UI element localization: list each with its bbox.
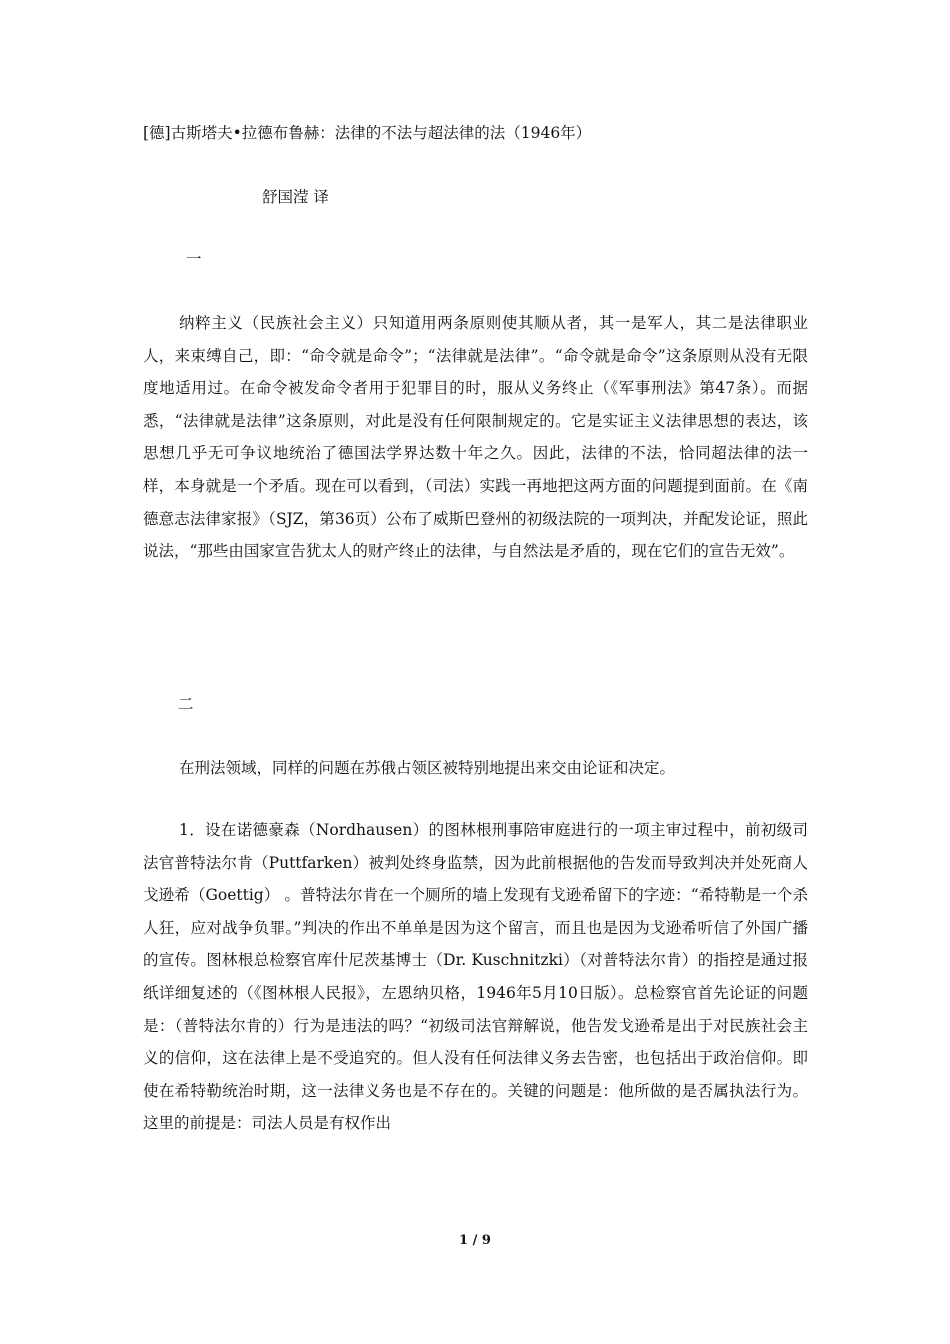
body-paragraph-3: 1．设在诺德豪森（Nordhausen）的图林根刑事陪审庭进行的一项主审过程中，前初级司法官普特法尔肯（Puttfarken）被判处终身监禁，因为此前根据他的告发而导致判决并处死商人戈逊希（Goettig） 。普特法尔肯在一个厕所的墙上发现有戈逊希留下的字迹：“希特勒是一个杀人狂，应对战争负罪。”判决的作出不单单是因为这个留言，而且也是因为戈逊希听信了外国广播的宣传。图林根总检察官库什尼茨基博士（Dr. Kuschnitzki）（对普特法尔肯）的指控是通过报纸详细复述的（《图林根人民报》，左恩纳贝格，1946年5月10日版）。总检察官首先论证的问题是：（普特法尔肯的）行为是违法的吗？“初级司法官辩解说，他告发戈逊希是出于对民族社会主义的信仰，这在法律上是不受追究的。但人没有任何法律义务去告密，也包括出于政治信仰。即使在希特勒统治时期，这一法律义务也是不存在的。关键的问题是：他所做的是否属执法行为。这里的前提是：司法人员是有权作出 — [143, 821, 808, 1133]
section-heading-two: 二 — [178, 695, 194, 713]
page-indicator: 1 / 9 — [459, 1233, 491, 1248]
translator-credit: 舒国滢 译 — [262, 188, 329, 206]
section-heading-one: 一 — [186, 250, 202, 268]
document-title: [德]古斯塔夫•拉德布鲁赫：法律的不法与超法律的法（1946年） — [143, 124, 592, 142]
body-paragraph-1: 纳粹主义（民族社会主义）只知道用两条原则使其顺从者，其一是军人，其二是法律职业人，来束缚自己，即：“命令就是命令”；“法律就是法律”。“命令就是命令”这条原则从没有无限度地适用过。在命令被发命令者用于犯罪目的时，服从义务终止（《军事刑法》第47条）。而据悉，“法律就是法律”这条原则，对此是没有任何限制规定的。它是实证主义法律思想的表达，该思想几乎无可争议地统治了德国法学界达数十年之久。因此，法律的不法，恰同超法律的法一样，本身就是一个矛盾。现在可以看到，（司法）实践一再地把这两方面的问题提到面前。在《南德意志法律家报》（SJZ，第36页）公布了威斯巴登州的初级法院的一项判决，并配发论证，照此说法，“那些由国家宣告犹太人的财产终止的法律，与自然法是矛盾的，现在它们的宣告无效”。 — [143, 314, 808, 561]
body-paragraph-2: 在刑法领域，同样的问题在苏俄占领区被特别地提出来交由论证和决定。 — [179, 759, 676, 777]
